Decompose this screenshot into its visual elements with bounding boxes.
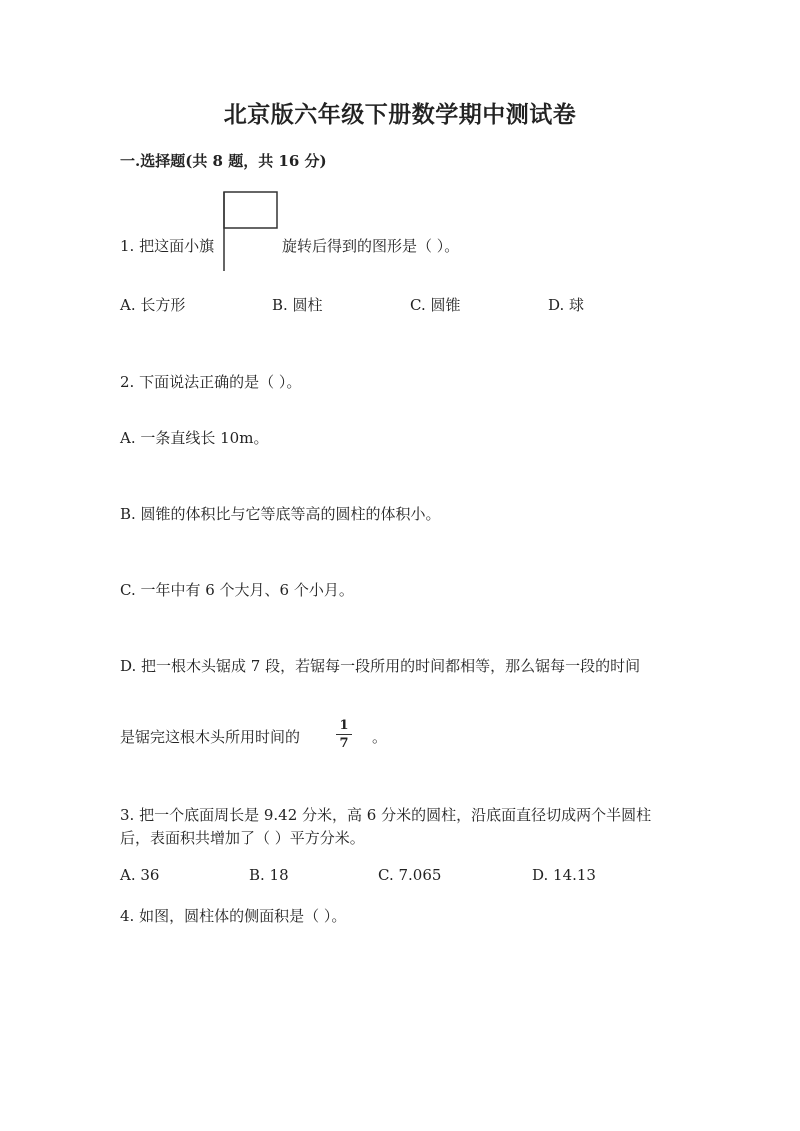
q1-stem-end: 旋转后得到的图形是（ ）。 [282,237,460,255]
q1-option-b: B. 圆柱 [272,296,323,314]
fraction-denominator: 7 [339,736,349,751]
section-heading: 一.选择题(共 8 题，共 16 分) [120,152,327,170]
fraction-bar [336,734,352,735]
q1-option-c: C. 圆锥 [410,296,461,314]
fraction-one-seventh [334,718,354,751]
q2-option-d-line2: 是锯完这根木头所用时间的 [120,728,301,746]
q3-option-d: D. 14.13 [532,866,596,884]
q3-stem-line2: 后，表面积共增加了（ ）平方分米。 [120,829,365,847]
q1-option-d: D. 球 [548,296,585,314]
q3-option-b: B. 18 [249,866,289,884]
q2-option-d-end: 。 [372,728,388,746]
page-title: 北京版六年级下册数学期中测试卷 [223,101,577,128]
q2-option-d-line1: D. 把一根木头锯成 7 段，若锯每一段所用的时间都相等，那么锯每一段的时间 [120,657,641,675]
q2-option-b: B. 圆锥的体积比与它等底等高的圆柱的体积小。 [120,505,441,523]
fraction-numerator: 1 [339,718,349,733]
q1-stem-start: 1. 把这面小旗 [120,237,215,255]
q4-stem: 4. 如图，圆柱体的侧面积是（ ）。 [120,907,347,925]
q1-option-a: A. 长方形 [120,296,186,314]
q2-option-a: A. 一条直线长 10m。 [120,429,269,447]
q3-option-c: C. 7.065 [378,866,442,884]
q3-option-a: A. 36 [120,866,160,884]
q2-option-c: C. 一年中有 6 个大月、6 个小月。 [120,581,354,599]
q2-stem: 2. 下面说法正确的是（ ）。 [120,373,302,391]
q3-stem-line1: 3. 把一个底面周长是 9.42 分米，高 6 分米的圆柱，沿底面直径切成两个半圆柱 [120,806,652,824]
flag-figure [218,191,280,273]
